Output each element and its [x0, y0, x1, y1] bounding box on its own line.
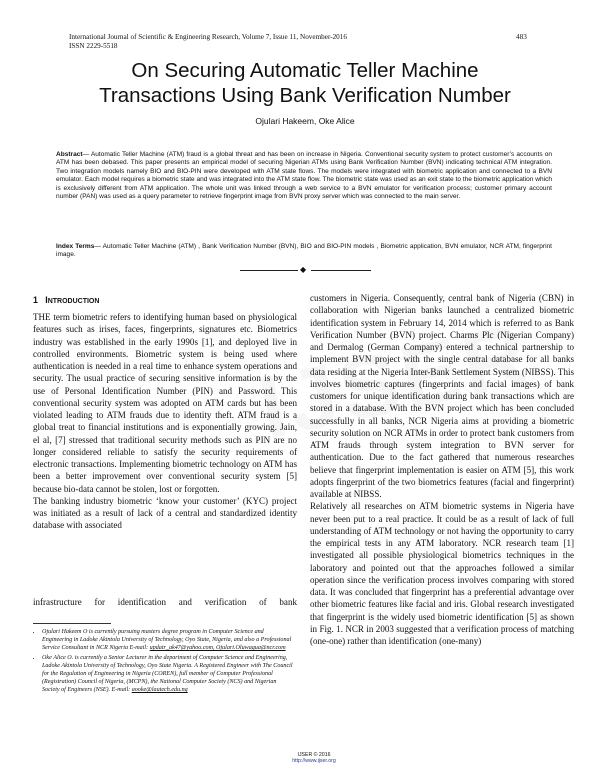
footnotes: [33, 628, 295, 696]
right-column: [310, 292, 574, 647]
paragraph: The banking industry biometric ‘know your customer’ (KYC) project was initiated as a result of lack of a central and standardized identity database with associated: [33, 495, 297, 531]
separator-line-right: [311, 270, 371, 271]
section-separator: [240, 266, 372, 274]
footnote-item: • Oke Alice O. is currently a Senior Lecturer in the department of Computer Science and Engineering, Ladoke Akintola University of Technology, Oyo State Nigeria. A Registered Engineer with The Council for the Regulation of Engineering in Nigeria (COREN), full member of Computer Professional (Registration) Council of Nigeria, (MCPN), the National Computer Society (NCS) and Nigerian Society of Engineers (NSE). E-mail: aooke@lautech.edu.ng: [42, 654, 295, 694]
section-title-rest: NTRODUCTION: [47, 298, 100, 305]
title-line-1: On Securing Automatic Teller Machine: [131, 59, 479, 82]
section-heading: [33, 295, 99, 305]
journal-header: [69, 33, 347, 51]
paragraph: customers in Nigeria. Consequently, central bank of Nigeria (CBN) in collaboration with Nigerian banks launched a centralized biometric identification system in February 14, 2014 which is referred to as Bank Verification Number (BVN) project. Charms Plc (Nigerian Company) and Dermalog (German Company) entered a technical partnership to implement BVN project with the single central database for all banks data residing at the Nigeria Inter-Bank Settlement System (NIBSS). This involves biometric captures (fingerprints and facial images) of bank customers for unique identification during bank transactions which are stored in a database. With the BVN project which has been concluded successfully in all banks, NCR Nigeria aims at providing a biometric security solution on NCR ATMs in order to protect bank customers from ATM frauds through system integration to BVN server for authentication. Due to the fact gathered that numerous researches believe that fingerprint implementation is easier on ATM [5], this work adopts fingerprint of the two biometrics features (facial and fingerprint) available at NIBSS.: [310, 293, 574, 499]
page-footer: [289, 752, 339, 765]
section-first-letter: I: [45, 295, 48, 305]
journal-title: International Journal of Scientific & Engineering Research, Volume 7, Issue 11, November-2016: [69, 33, 347, 41]
paper-title: [40, 58, 570, 108]
left-column-tail: infrastructure for identification and verification of bank: [33, 597, 297, 607]
issn: ISSN 2229-5518: [69, 42, 118, 50]
abstract-label: Abstract: [56, 151, 83, 158]
paragraph: Relatively all researches on ATM biometric systems in Nigeria have never been put to a real practice. It could be as a result of lack of full understanding of ATM technology or not having the opportunity to carry the empirical tests in any ATM laboratory. NCR research team [1] investigated all possible physiological biometrics techniques in the laboratory and pointed out that the approaches followed a similar operation since the verification process involves comparing with stored data. It was concluded that fingerprint has a preferential advantage over other biometric features like facial and iris. Global research investigated that fingerprint is the widely used biometric identification [5] as shown in Fig. 1. NCR in 2003 suggested that a verification process of matching (one-one) rather than identification (one-many): [310, 501, 574, 646]
diamond-icon: ◆: [300, 265, 307, 274]
separator-line-left: [240, 270, 298, 271]
paragraph: THE term biometric refers to identifying human based on physiological features such as irises, faces, fingerprints, signatures etc. Biometrics industry was established in the early 1990s [1], and deployed live in controlled environments. Biometric system is being used where authentication is needed in a real time to enhance system operations and security. The usual practice of securing sensitive information is by the use of Personal Identification Number (PIN) and Password. This conventional security system was adopted on ATM cards but has been violated leading to ATM frauds due to identity theft. ATM fraud is a global treat to financial institutions and is exponentially growing. Jain, el al, [7] stressed that traditional security methods such as PIN are no longer considered reliable to satisfy the security requirements of electronic transactions. Implementing biometric technology on ATM has been a better improvement over conventional security system [5] because bio-data cannot be stolen, lost or forgotten.: [33, 312, 297, 494]
footer-url[interactable]: http://www.ijser.org: [292, 758, 336, 765]
section-number: 1: [33, 295, 38, 305]
email-link[interactable]: updatr_ak47@yahoo.com, Ojulari.Oluwagua@ncr.com: [149, 645, 286, 651]
authors: Ojulari Hakeem, Oke Alice: [255, 116, 355, 126]
title-line-2: Transactions Using Bank Verification Number: [99, 84, 511, 107]
index-terms: [56, 243, 552, 260]
index-terms-label: Index Terms: [56, 243, 95, 250]
email-link[interactable]: aooke@lautech.edu.ng: [131, 687, 188, 693]
abstract-text: — Automatic Teller Machine (ATM) fraud is a global threat and has been on increase in Nigeria. Conventional security system to protect customer’s accounts on ATM has been debased. This paper presents an empirical model of securing Nigerian ATMs using Bank Verification Number (BVN) indicating technical ATM integration. Two integration models namely BIO and BIO-PIN were developed with ATM state flows. The models were integrated with biometric application and connected to a BVN emulator. Each model requires a biometric state and was integrated into the ATM state flow. The biometric state was used as an exit state to the biometric application which is exclusively different from ATM application. The whole unit was linked through a web service to a BVN emulator for verification process; customer primary account number (PAN) was used as a query parameter to retrieve fingerprint image from BVN proxy server which was connected to the main server.: [56, 151, 552, 201]
left-column: [33, 311, 297, 532]
footnote-rule: [33, 623, 111, 624]
copyright: IJSER © 2016: [297, 752, 331, 758]
index-terms-text: — Automatic Teller Machine (ATM) , Bank Verification Number (BVN), BIO and BIO-PIN models , Biometric application, BVN emulator, NCR ATM, fingerprint image.: [56, 243, 552, 259]
page-number: 483: [516, 33, 527, 41]
footnote-item: • Ojulari Hakeem O is currently pursuing masters degree program in Computer Science and Engineering in Ladoke Akintola University of Technology, Oyo State, Nigeria, and also a Professional Service Consultant in NCR Nigeria E-mail: updatr_ak47@yahoo.com, Ojulari.Oluwagua@ncr.com: [42, 628, 295, 652]
abstract: [56, 151, 552, 201]
